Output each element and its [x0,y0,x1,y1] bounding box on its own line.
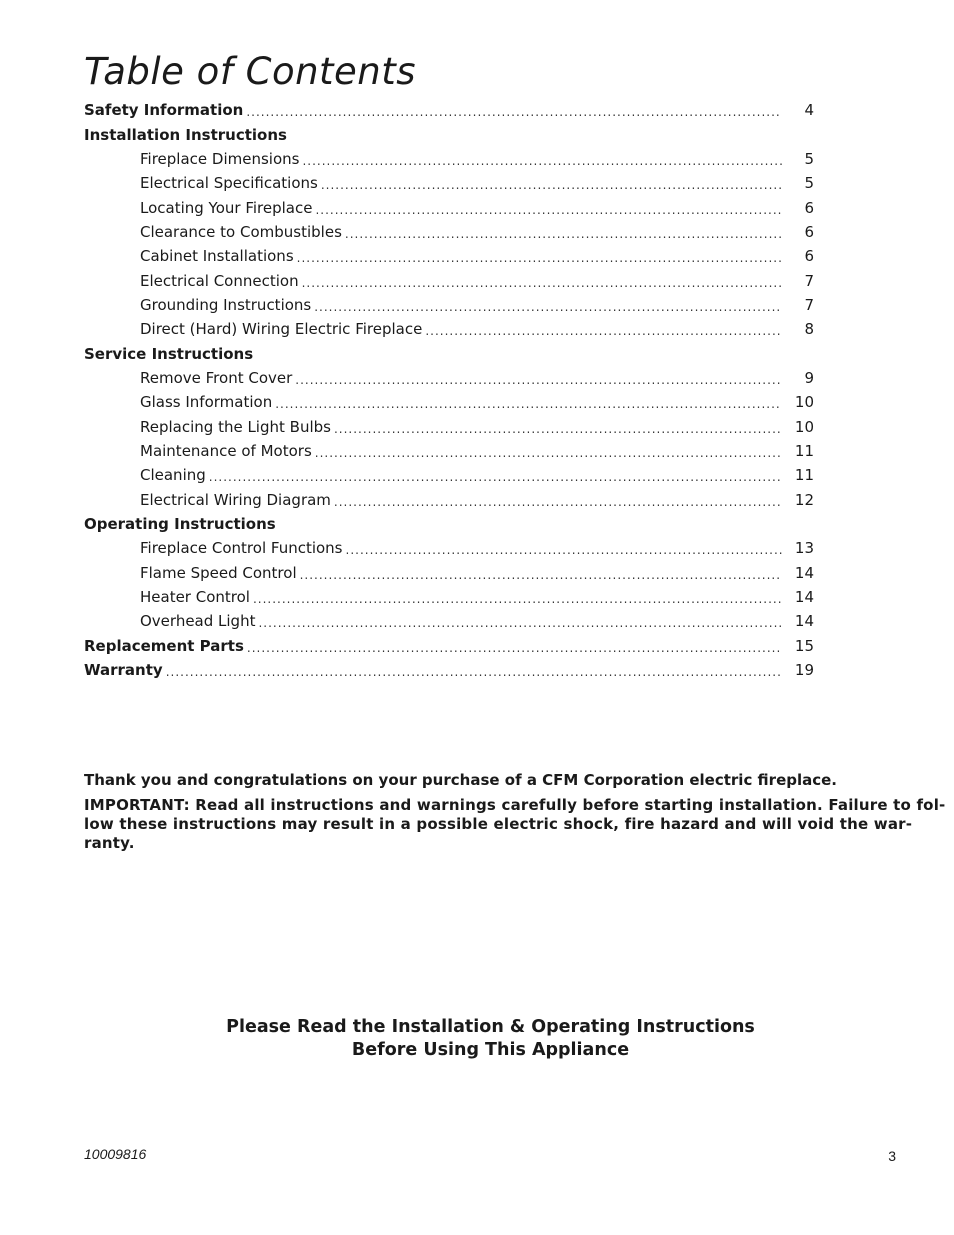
dot-leader [321,178,782,192]
please-read-line-1: Please Read the Installation & Operating Instructions [226,1017,755,1037]
table-of-contents [84,98,814,682]
dot-leader [302,276,782,290]
toc-entry [84,609,814,633]
toc-entry-page: 10 [794,393,814,412]
toc-entry-label: Electrical Specifications [140,174,318,193]
toc-entry [84,98,814,122]
toc-entry-page: 14 [794,563,814,582]
dot-leader [315,446,782,460]
toc-entry [84,634,814,658]
dot-leader [247,641,782,655]
toc-entry-label: Fireplace Control Functions [140,539,343,558]
toc-entry [84,585,814,609]
toc-entry [84,536,814,560]
toc-entry-page: 6 [804,247,814,266]
toc-entry [84,147,814,171]
important-notice [84,796,946,853]
toc-entry-label: Glass Information [140,393,273,412]
toc-section-heading [84,122,814,146]
toc-entry-label: Replacement Parts [84,636,244,655]
toc-entry-page: 4 [804,101,814,120]
toc-entry-label: Operating Instructions [84,515,276,534]
dot-leader [253,592,782,606]
toc-entry [84,317,814,341]
toc-entry-page: 19 [794,661,814,680]
dot-leader [302,154,782,168]
toc-entry-label: Direct (Hard) Wiring Electric Fireplace [140,320,423,339]
toc-entry-label: Electrical Connection [140,271,299,290]
toc-section-heading [84,512,814,536]
please-read-line-2: Before Using This Appliance [351,1040,630,1060]
dot-leader [275,397,782,411]
toc-entry [84,244,814,268]
document-number: 10009816 [84,1146,147,1162]
toc-section-heading [84,341,814,365]
toc-entry-label: Fireplace Dimensions [140,149,300,168]
toc-entry-page: 13 [794,539,814,558]
toc-entry-page: 12 [794,490,814,509]
toc-entry-label: Installation Instructions [84,125,287,144]
toc-entry-page: 6 [804,222,814,241]
toc-entry [84,268,814,292]
dot-leader [300,568,782,582]
dot-leader [258,616,782,630]
dot-leader [246,105,782,119]
toc-entry-label: Electrical Wiring Diagram [140,490,331,509]
toc-entry [84,463,814,487]
toc-entry-page: 14 [794,612,814,631]
toc-entry [84,561,814,585]
toc-entry-label: Safety Information [84,101,244,120]
dot-leader [297,251,782,265]
toc-entry-label: Maintenance of Motors [140,441,312,460]
toc-entry-page: 5 [804,149,814,168]
toc-entry [84,439,814,463]
dot-leader [346,543,783,557]
toc-entry [84,658,814,682]
dot-leader [315,203,782,217]
important-line: ranty. [84,834,135,852]
toc-entry-page: 8 [804,320,814,339]
toc-entry [84,293,814,317]
toc-entry-label: Heater Control [140,588,250,607]
page-number: 3 [888,1148,896,1164]
toc-entry [84,195,814,219]
please-read-notice [0,1016,954,1062]
page-title: Table of Contents [84,50,417,93]
toc-entry-page: 6 [804,198,814,217]
toc-entry-page: 15 [794,636,814,655]
toc-entry-page: 10 [794,417,814,436]
toc-entry-page: 7 [804,271,814,290]
toc-entry-page: 11 [794,441,814,460]
dot-leader [314,300,782,314]
thank-you-note: Thank you and congratulations on your purchase of a CFM Corporation electric fireplace. [84,771,838,789]
important-line: low these instructions may result in a possible electric shock, fire hazard and will void the war- [84,815,913,833]
toc-entry-label: Service Instructions [84,344,254,363]
toc-entry-label: Cabinet Installations [140,247,294,266]
toc-entry-label: Overhead Light [140,612,256,631]
toc-entry-page: 9 [804,368,814,387]
toc-entry-label: Remove Front Cover [140,368,293,387]
toc-entry [84,220,814,244]
dot-leader [209,470,782,484]
toc-entry-label: Warranty [84,661,163,680]
toc-entry-label: Clearance to Combustibles [140,222,342,241]
toc-entry-label: Cleaning [140,466,206,485]
toc-entry [84,390,814,414]
toc-entry-page: 5 [804,174,814,193]
toc-entry-label: Replacing the Light Bulbs [140,417,331,436]
toc-entry-label: Flame Speed Control [140,563,297,582]
toc-entry-label: Grounding Instructions [140,295,312,314]
toc-entry [84,366,814,390]
toc-entry-label: Locating Your Fireplace [140,198,313,217]
toc-entry-page: 14 [794,588,814,607]
toc-entry [84,488,814,512]
important-line: IMPORTANT: Read all instructions and warnings carefully before starting installation. Failure to fol- [84,796,946,814]
dot-leader [425,324,782,338]
toc-entry [84,414,814,438]
toc-entry [84,171,814,195]
dot-leader [334,422,782,436]
dot-leader [345,227,782,241]
dot-leader [334,495,782,509]
dot-leader [295,373,782,387]
dot-leader [166,665,782,679]
toc-entry-page: 7 [804,295,814,314]
toc-entry-page: 11 [794,466,814,485]
